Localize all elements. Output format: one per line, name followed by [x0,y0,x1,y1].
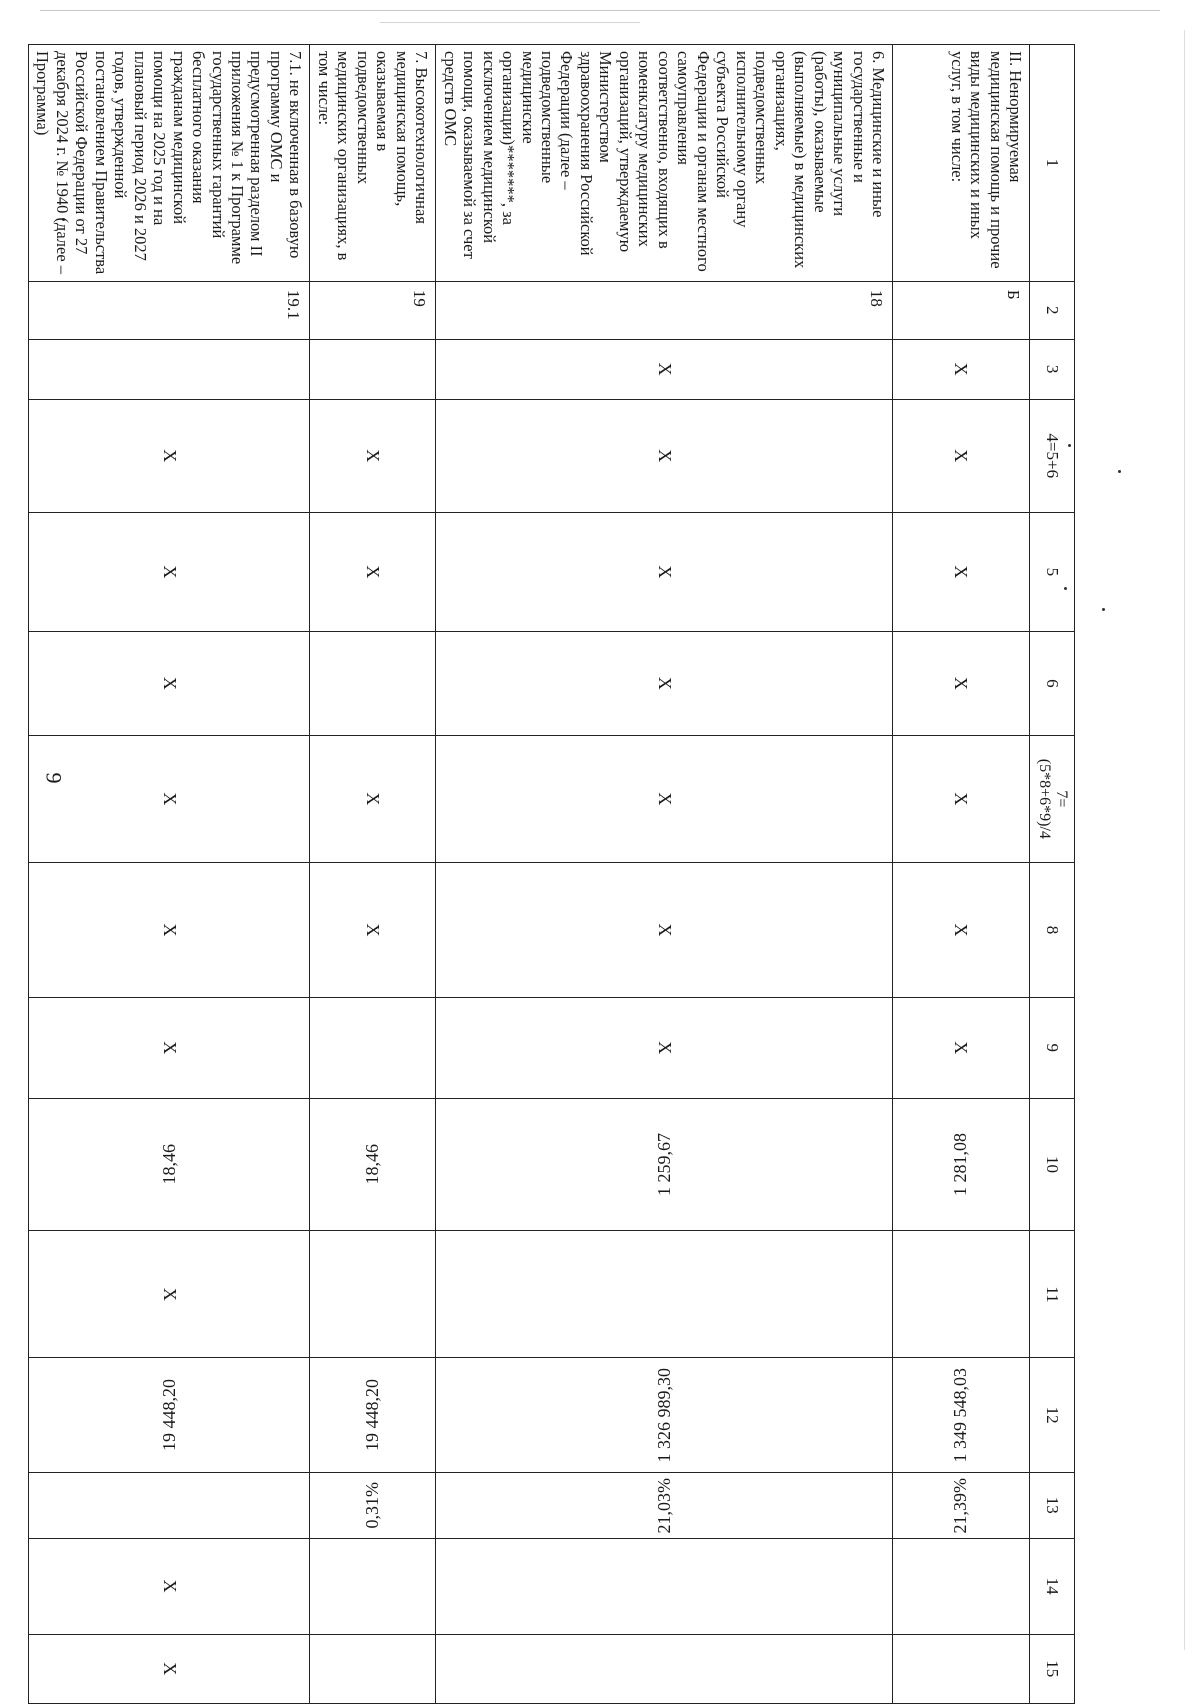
cell-col3: X [436,339,893,399]
row-code: 19 [310,281,436,339]
cell-value: 18,46 [362,1144,383,1185]
cell-col15 [310,1634,436,1703]
scan-edge-top-secondary [380,22,640,23]
cell-col15: X [28,1634,310,1703]
column-header-10: 10 [1030,1098,1075,1231]
table-row [436,45,893,1704]
cell-col4: X [436,399,893,512]
cell-col11 [310,1231,436,1358]
cell-value: 19 448,20 [362,1379,383,1452]
cell-col14 [310,1538,436,1634]
table-row [310,45,436,1704]
cell-col7: X [893,735,1030,862]
row-code: Б [893,281,1030,339]
row-name: 6. Медицинские и иные государственные и муниципальные услуги (работы), оказываемые (выполняемые) в медицинских организациях, подведомственных исполнительному органу субъекта Российской Федерации и органам местного самоуправления соответственно, входящих в номенклатуру медицинских организаций, утверждаемую Министерством здравоохранения Российской Федерации (далее – подведомственные медицинские организации)*******, за исключением медицинской помощи, оказываемой за счет средств ОМС [436,45,893,282]
column-header-11: 11 [1030,1231,1075,1358]
cell-col8: X [28,862,310,997]
cell-value: 21,03% [653,1477,674,1534]
column-header-5: 5 [1030,512,1075,631]
scan-speck [1118,470,1121,473]
cell-col7: X [28,735,310,862]
cell-col6: X [28,631,310,735]
cell-value: 1 259,67 [653,1132,674,1196]
cell-col11: X [28,1231,310,1358]
cell-col4: X [28,399,310,512]
cell-col7: X [310,735,436,862]
cell-col9: X [436,998,893,1099]
cell-col9 [310,998,436,1099]
cell-col13 [436,1472,893,1538]
scan-speck [1102,608,1105,611]
cell-col5: X [28,512,310,631]
column-header-13: 13 [1030,1472,1075,1538]
column-header-2: 2 [1030,281,1075,339]
cell-col4: X [893,399,1030,512]
row-name: II. Ненормируемая медицинская помощь и прочие виды медицинских и иных услуг, в том числе: [893,45,1030,282]
cell-value: 1 281,08 [950,1132,971,1196]
cell-col12 [310,1358,436,1472]
cell-col3: X [893,339,1030,399]
cell-col14 [436,1538,893,1634]
cell-col14: X [28,1538,310,1634]
budget-table [28,44,1075,1704]
row-code: 18 [436,281,893,339]
cell-col8: X [436,862,893,997]
row-code: 19.1 [28,281,310,339]
cell-col10 [436,1098,893,1231]
cell-col8: X [893,862,1030,997]
cell-col8: X [310,862,436,997]
cell-col11 [893,1231,1030,1358]
cell-col3 [310,339,436,399]
column-header-4: 4=5+6 [1030,399,1075,512]
cell-col6: X [436,631,893,735]
cell-col12 [893,1358,1030,1472]
cell-col12 [436,1358,893,1472]
cell-col9: X [893,998,1030,1099]
cell-col5: X [310,512,436,631]
cell-value: 1 349 548,03 [950,1367,971,1463]
cell-value: 18,46 [158,1144,179,1185]
cell-col13 [28,1472,310,1538]
cell-col15 [436,1634,893,1703]
cell-value: 0,31% [362,1481,383,1529]
cell-value: 19 448,20 [158,1379,179,1452]
cell-col9: X [28,998,310,1099]
scan-edge-top [40,10,1160,11]
cell-col4: X [310,399,436,512]
cell-col12 [28,1358,310,1472]
cell-col6 [310,631,436,735]
cell-col10 [893,1098,1030,1231]
cell-col13 [310,1472,436,1538]
column-header-14: 14 [1030,1538,1075,1634]
column-header-1: 1 [1030,45,1075,282]
column-header-3: 3 [1030,339,1075,399]
scan-edge-right [1184,30,1185,1650]
column-number-row [1030,45,1075,1704]
cell-col10 [28,1098,310,1231]
cell-col5: X [893,512,1030,631]
column-header-6: 6 [1030,631,1075,735]
column-header-15: 15 [1030,1634,1075,1703]
cell-col14 [893,1538,1030,1634]
cell-col7: X [436,735,893,862]
column-header-12: 12 [1030,1358,1075,1472]
row-name: 7.1. не включенная в базовую программу ОМС и предусмотренная разделом II приложения № 1 к Программе государственных гарантий бесплатного оказания гражданам медицинской помощи на 2025 год и на плановый период 2026 и 2027 годов, утвержденной постановлением Правительства Российской Федерации от 27 декабря 2024 г. № 1940 (далее – Программа) [28,45,310,282]
table-row [893,45,1030,1704]
cell-col3 [28,339,310,399]
cell-value: 21,39% [950,1477,971,1534]
cell-col6: X [893,631,1030,735]
row-name: 7. Высокотехнологичная медицинская помощь, оказываемая в подведомственных медицинских организациях, в том числе: [310,45,436,282]
page-number: 9 [41,772,67,784]
table-row [28,45,310,1704]
column-header-9: 9 [1030,998,1075,1099]
cell-col10 [310,1098,436,1231]
rotated-table-container [33,44,1075,1704]
cell-value: 1 326 989,30 [653,1367,674,1463]
cell-col11 [436,1231,893,1358]
cell-col15 [893,1634,1030,1703]
column-header-7: 7= (5*8+6*9)/4 [1030,735,1075,862]
cell-col5: X [436,512,893,631]
cell-col13 [893,1472,1030,1538]
column-header-8: 8 [1030,862,1075,997]
